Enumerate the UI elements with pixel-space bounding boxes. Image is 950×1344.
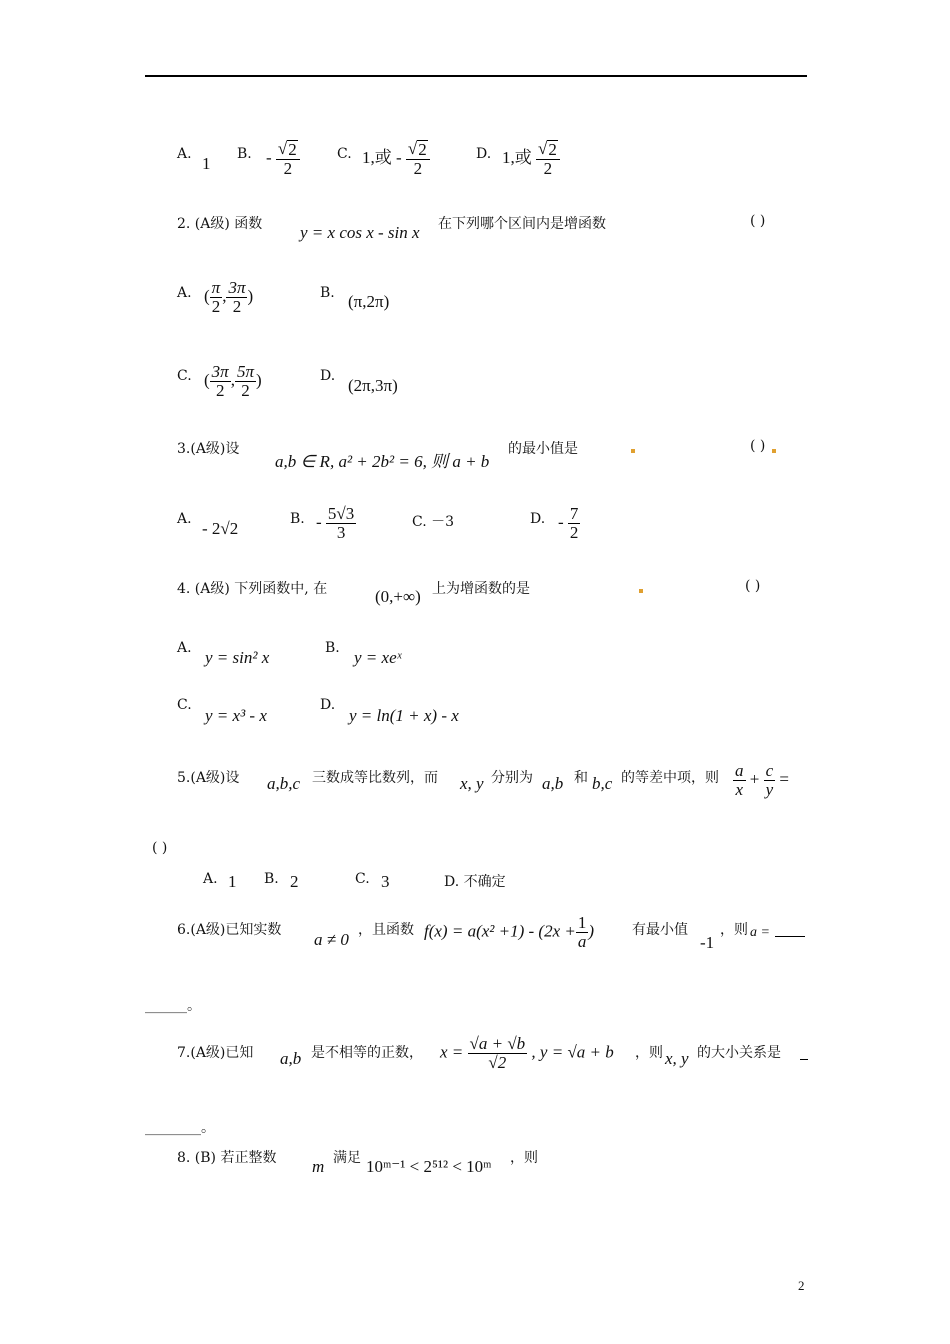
q5-option-d: D. 不确定 <box>444 874 506 890</box>
q6-text-3: 有最小值 <box>632 922 688 938</box>
q3-answer-paren: ( ) <box>750 438 766 454</box>
q4-text-2: 上为增函数的是 <box>432 581 530 597</box>
q5-text-5: 的等差中项，则 <box>621 770 719 786</box>
q5-option-a-label: A. <box>203 871 218 887</box>
q6-blank-line <box>775 936 805 937</box>
q3-option-d-value: - $\frac{7}{2}$ <box>558 504 579 542</box>
q8-text-2: 满足 <box>333 1150 361 1166</box>
q5-option-c-label: C. <box>355 871 370 887</box>
q5-text-1: 5.(A级)设 <box>177 770 240 786</box>
q7-formula: x = $\frac{√a + √b}{√2}$ , y = √a + b <box>440 1034 614 1072</box>
q5-option-b-value: 2 <box>290 872 299 891</box>
q4-option-c-label: C. <box>177 697 192 713</box>
q8-text-1: 8. (B) 若正整数 <box>177 1150 277 1166</box>
q5-option-c-value: 3 <box>381 872 390 891</box>
q4-option-c-value: y = x³ - x <box>205 706 267 725</box>
q7-blank-line <box>800 1059 808 1060</box>
page-number: 2 <box>798 1278 805 1293</box>
q1-option-d-value: 1,或 √ 2 2 <box>502 140 560 178</box>
q6-answer-var: a = <box>750 925 770 940</box>
q3-option-b-label: B. <box>290 511 305 527</box>
q2-text-2: 在下列哪个区间内是增函数 <box>438 216 606 232</box>
q2-option-a-value: ( $\frac{\pi}{2}$ , $\frac{3\pi}{2}$ ) <box>204 278 254 316</box>
q5-option-b-label: B. <box>264 871 279 887</box>
q4-option-d-value: y = ln(1 + x) - x <box>349 706 459 725</box>
artifact-dot <box>631 449 635 453</box>
q7-text-4: 的大小关系是 <box>697 1045 781 1061</box>
q4-option-a-value: y = sin² x <box>205 648 270 667</box>
q5-text-3: 分别为 <box>491 770 533 786</box>
q5-answer-paren: ( ) <box>152 840 168 856</box>
q7-ab: a,b <box>280 1049 302 1068</box>
q6-text-4: ，则 <box>720 922 748 938</box>
q2-option-c-value: ( $\frac{3\pi}{2}$ , $\frac{5\pi}{2}$ ) <box>204 362 262 400</box>
q3-option-d-label: D. <box>530 511 546 527</box>
q4-option-d-label: D. <box>320 697 336 713</box>
q3-text-1: 3.(A级)设 <box>177 441 240 457</box>
q5-ab: a,b <box>542 774 564 793</box>
q5-option-a-value: 1 <box>228 872 237 891</box>
q1-option-b-value: - √ 2 2 <box>266 140 300 178</box>
q6-text-1: 6.(A级)已知实数 <box>177 922 282 938</box>
q6-condition: a ≠ 0 <box>314 930 349 949</box>
q7-text-1: 7.(A级)已知 <box>177 1045 254 1061</box>
q1-option-c-label: C. <box>337 146 352 162</box>
q1-option-a-value: 1 <box>202 154 211 173</box>
q2-text-1: 2. (A级) 函数 <box>177 216 263 232</box>
q2-answer-paren: ( ) <box>750 213 766 229</box>
q7-text-2: 是不相等的正数， <box>311 1045 423 1061</box>
q8-text-3: ，则 <box>510 1150 538 1166</box>
header-rule <box>145 75 807 77</box>
q2-option-d-value: (2π,3π) <box>348 376 398 395</box>
q3-text-2: 的最小值是 <box>508 441 578 457</box>
q6-min-value: -1 <box>700 933 715 952</box>
q2-option-b-value: (π,2π) <box>348 292 390 311</box>
q2-option-b-label: B. <box>320 285 335 301</box>
q4-interval: (0,+∞) <box>375 587 421 606</box>
q5-text-2: 三数成等比数列，而 <box>312 770 438 786</box>
q5-text-4: 和 <box>574 770 588 786</box>
q5-xy: x, y <box>460 774 484 793</box>
q1-option-c-value: 1,或 - √ 2 2 <box>362 140 430 178</box>
q2-formula: y = x cos x - sin x <box>300 223 420 242</box>
q4-text-1: 4. (A级) 下列函数中, 在 <box>177 581 328 597</box>
q1-option-b-label: B. <box>237 146 252 162</box>
q1-option-d-label: D. <box>476 146 492 162</box>
q2-option-d-label: D. <box>320 368 336 384</box>
q4-option-a-label: A. <box>177 640 192 656</box>
q5-bc: b,c <box>592 774 613 793</box>
q7-xy: x, y <box>665 1049 689 1068</box>
q3-option-a-label: A. <box>177 511 192 527</box>
q8-m: m <box>312 1157 325 1176</box>
q8-inequality: 10ᵐ⁻¹ < 2⁵¹² < 10ᵐ <box>366 1157 492 1176</box>
q3-option-a-value: - 2√2 <box>202 519 239 538</box>
artifact-dot <box>639 589 643 593</box>
q5-abc: a,b,c <box>267 774 301 793</box>
q4-option-b-label: B. <box>325 640 340 656</box>
q4-answer-paren: ( ) <box>745 578 761 594</box>
artifact-dot <box>772 449 776 453</box>
q7-blank-end: ________。 <box>145 1120 215 1136</box>
q2-option-c-label: C. <box>177 368 192 384</box>
q4-option-b-value: y = xeˣ <box>354 648 402 667</box>
q7-text-3: ，则 <box>635 1045 663 1061</box>
q3-option-c: C. －3 <box>412 514 455 530</box>
q3-formula: a,b ∈ R, a² + 2b² = 6, 则 a + b <box>275 452 490 471</box>
q3-option-b-value: - $\frac{5√3}{3}$ <box>316 504 355 542</box>
q5-expression: $\frac{a}{x}$ + $\frac{c}{y}$ = <box>735 761 789 799</box>
q2-option-a-label: A. <box>177 285 192 301</box>
q6-function: f(x) = a(x² +1) - (2x + $\frac{1}{a}$ ) <box>424 913 595 951</box>
q6-blank-end: ______。 <box>145 998 201 1014</box>
q1-option-a-label: A. <box>177 146 192 162</box>
q6-text-2: ，且函数 <box>358 922 414 938</box>
